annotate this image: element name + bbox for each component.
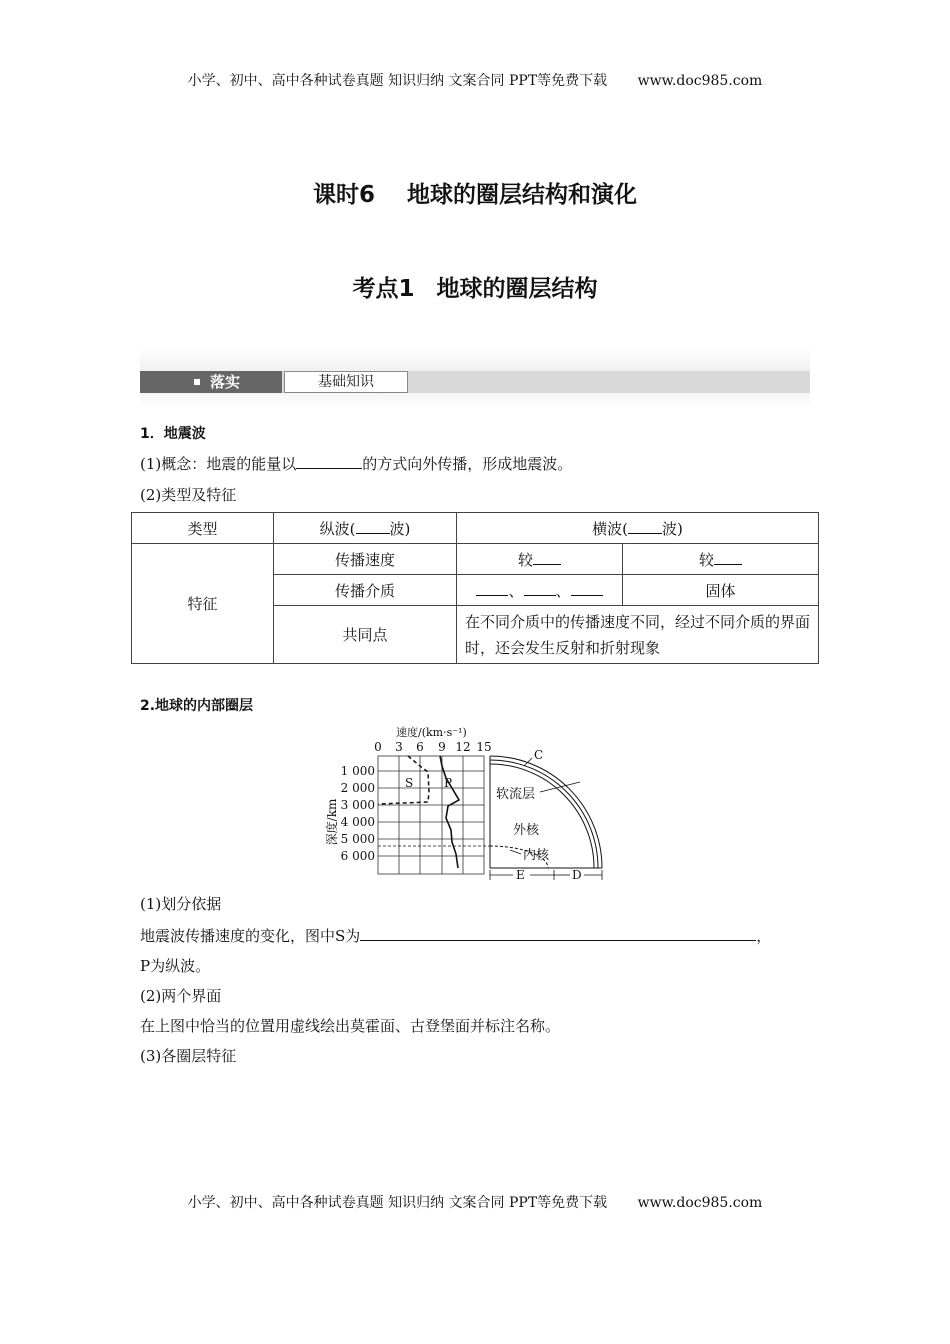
medium-blank-3[interactable] <box>571 581 603 596</box>
basis-blank[interactable] <box>360 926 756 941</box>
s-wave-blank[interactable] <box>628 519 662 534</box>
x-ticks <box>374 740 491 754</box>
dim-e: E <box>516 868 525 882</box>
layer-inner-core: 内核 <box>523 848 550 863</box>
section2-heading: 2.地球的内部圈层 <box>140 698 254 714</box>
interfaces-heading: (2)两个界面 <box>140 987 222 1005</box>
footer-url[interactable]: www.doc985.com <box>637 1195 763 1211</box>
s-speed-cell: 较 <box>623 544 819 575</box>
y-tick: 3 000 <box>340 798 375 812</box>
topic-label: 考点1 <box>352 276 415 302</box>
row-common: 共同点 <box>274 606 457 664</box>
s-speed-blank[interactable] <box>714 550 742 565</box>
features-heading: (3)各圈层特征 <box>140 1047 237 1065</box>
y-tick: 1 000 <box>340 764 375 778</box>
banner-tag: 落实 <box>140 371 282 393</box>
wave-table <box>131 512 819 664</box>
s-medium-cell: 固体 <box>623 575 819 606</box>
header-url[interactable]: www.doc985.com <box>637 73 763 89</box>
x-tick: 3 <box>395 740 403 754</box>
basis-line: 地震波传播速度的变化，图中S为 ， <box>140 927 772 945</box>
section1-heading: 1．地震波 <box>140 426 206 442</box>
col-type: 类型 <box>132 513 274 544</box>
col-s-wave: 横波( 波) <box>457 513 819 544</box>
square-icon <box>194 379 200 385</box>
page-footer <box>0 1192 950 1212</box>
topic-title <box>0 270 950 303</box>
dimension-lines <box>490 870 602 880</box>
basis-heading: (1)划分依据 <box>140 895 222 913</box>
axis-title: 速度/(km·s⁻¹) <box>396 726 467 739</box>
concept-line: (1)概念：地震的能量以 的方式向外传播，形成地震波。 <box>140 455 573 473</box>
y-tick: 5 000 <box>340 832 375 846</box>
basis-line2: P为纵波。 <box>140 957 211 975</box>
row-medium: 传播介质 <box>274 575 457 606</box>
x-tick: 15 <box>476 740 492 754</box>
topic-name: 地球的圈层结构 <box>436 276 598 302</box>
s-wave-curve <box>378 756 429 804</box>
p-label: P <box>444 776 453 790</box>
row-feature: 特征 <box>132 544 274 664</box>
interfaces-text: 在上图中恰当的位置用虚线绘出莫霍面、古登堡面并标注名称。 <box>140 1017 561 1035</box>
section-banner <box>140 347 810 409</box>
x-tick: 9 <box>438 740 446 754</box>
grid <box>378 756 484 874</box>
earth-interior-figure <box>318 722 618 888</box>
y-tick: 6 000 <box>340 849 375 863</box>
p-medium-cell: 、 、 <box>457 575 623 606</box>
medium-blank-1[interactable] <box>476 581 508 596</box>
layer-outer-core: 外核 <box>513 823 540 838</box>
footer-text: 小学、初中、高中各种试卷真题 知识归纳 文案合同 PPT等免费下载 <box>187 1195 608 1211</box>
x-tick: 12 <box>455 740 471 754</box>
lesson-title <box>0 176 950 209</box>
common-text: 在不同介质中的传播速度不同，经过不同介质的界面时，还会发生反射和折射现象 <box>457 606 819 664</box>
dim-d: D <box>572 868 582 882</box>
y-ticks <box>341 764 375 863</box>
row-speed: 传播速度 <box>274 544 457 575</box>
x-tick: 0 <box>374 740 382 754</box>
header-text: 小学、初中、高中各种试卷真题 知识归纳 文案合同 PPT等免费下载 <box>187 73 608 89</box>
lesson-label: 课时6 <box>312 182 375 208</box>
p-speed-blank[interactable] <box>533 550 561 565</box>
page-header <box>0 70 950 90</box>
p-wave-blank[interactable] <box>356 519 390 534</box>
y-tick: 4 000 <box>340 815 375 829</box>
concept-blank[interactable] <box>296 454 362 469</box>
wave-table-wrap <box>131 512 819 664</box>
lesson-name: 地球的圈层结构和演化 <box>407 182 637 208</box>
types-heading: (2)类型及特征 <box>140 486 237 504</box>
p-speed-cell: 较 <box>457 544 623 575</box>
y-tick: 2 000 <box>340 781 375 795</box>
x-tick: 6 <box>416 740 424 754</box>
leader-inner-core <box>510 850 521 854</box>
layer-c: C <box>534 748 544 762</box>
p-wave-curve <box>440 756 459 868</box>
s-label: S <box>405 776 414 790</box>
y-axis-label: 深度/km <box>325 798 339 846</box>
col-p-wave: 纵波( 波) <box>274 513 457 544</box>
banner-sub: 基础知识 <box>284 371 408 393</box>
medium-blank-2[interactable] <box>524 581 556 596</box>
layer-asthenosphere: 软流层 <box>496 787 536 802</box>
